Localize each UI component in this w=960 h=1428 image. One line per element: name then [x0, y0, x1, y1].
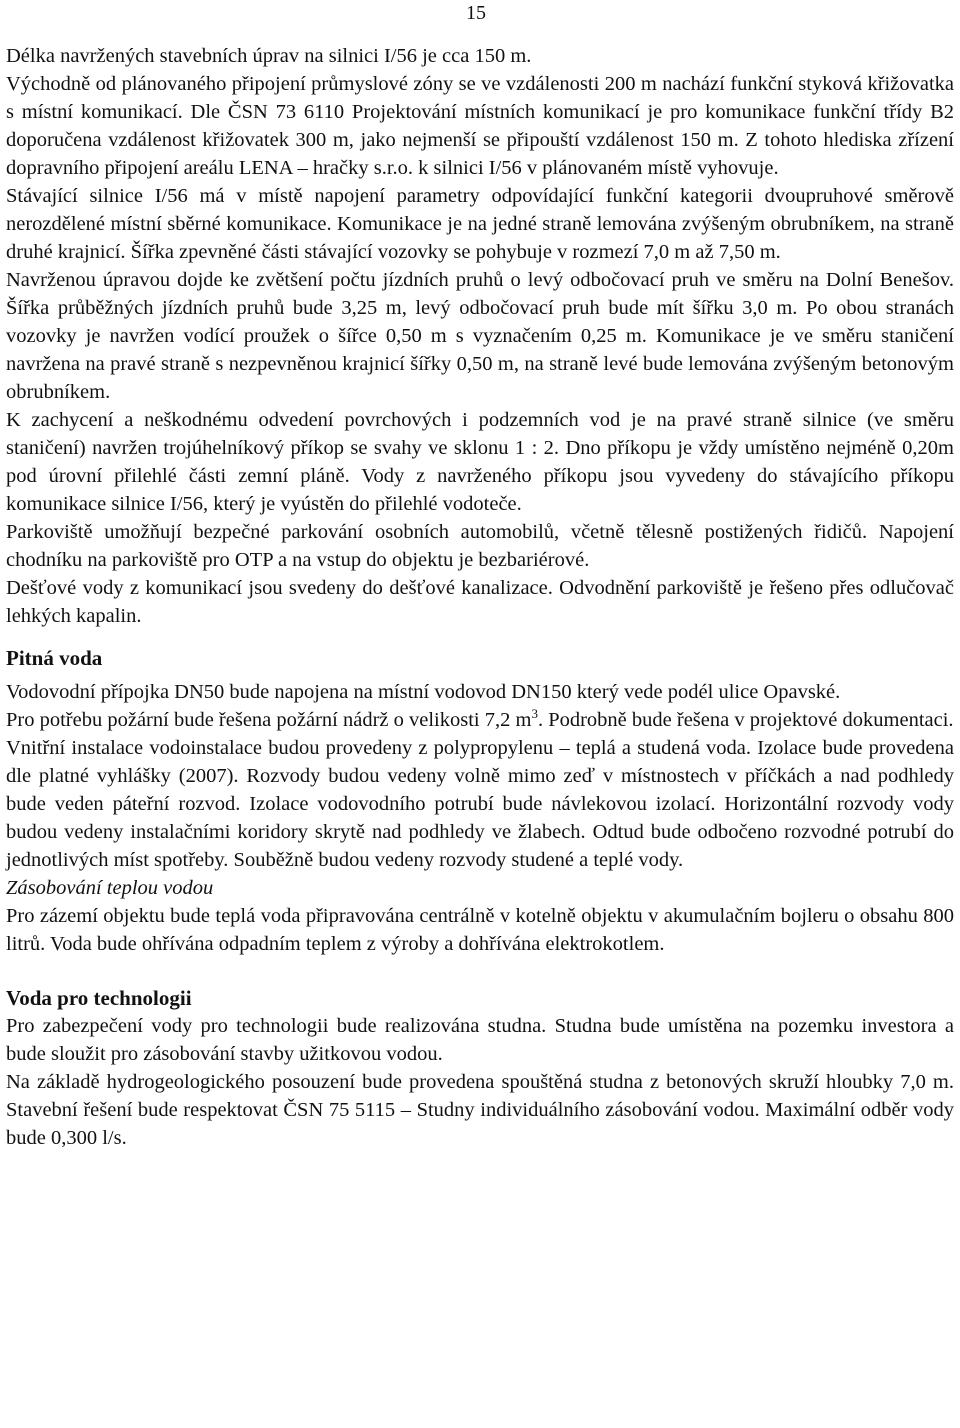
subheading-teplou-vodou: Zásobování teplou vodou — [6, 877, 214, 899]
paragraph: Na základě hydrogeologického posouzení bude provedena spouštěná studna z betonových skruží hloubky 7,0 m. Stavební řešení bude respektovat ČSN 75 5115 – Studny individuálního zásobování vodou. Maximální odběr vody bude 0,300 l/s. — [6, 1071, 954, 1149]
text-span: Pro potřebu požární bude řešena požární nádrž o velikosti 7,2 m — [6, 709, 532, 731]
section-heading-pitna-voda: Pitná voda — [6, 646, 103, 670]
paragraph: Východně od plánovaného připojení průmyslové zóny se ve vzdálenosti 200 m nachází funkční styková křižovatka s místní komunikací. Dle ČSN 73 6110 Projektování místních komunikací je pro komunikace funkční třídy B2 doporučena vzdálenost křižovatek 300 m, jako nejmenší se připouští vzdálenost 150 m. Z tohoto hlediska zřízení dopravního připojení areálu LENA – hračky s.r.o. k silnici I/56 v plánovaném místě vyhovuje. — [6, 73, 954, 179]
paragraph: Navrženou úpravou dojde ke zvětšení počtu jízdních pruhů o levý odbočovací pruh ve směru na Dolní Benešov. Šířka průběžných jízdních pruhů bude 3,25 m, levý odbočovací pruh bude mít šířku 3,0 m. Po obou stranách vozovky je navržen vodící proužek o šířce 0,50 m s vyznačením 0,25 m. Komunikace je ve směru staničení navržena na pravé straně s nezpevněnou krajnicí šířky 0,50 m, na straně levé bude lemována zvýšeným betonovým obrubníkem. — [6, 269, 954, 403]
paragraph: Parkoviště umožňují bezpečné parkování osobních automobilů, včetně tělesně postižených řidičů. Napojení chodníku na parkoviště pro OTP a na vstup do objektu je bezbariérové. — [6, 521, 954, 571]
paragraph: Stávající silnice I/56 má v místě napojení parametry odpovídající funkční kategorii dvoupruhové směrově nerozdělené místní sběrné komunikace. Komunikace je na jedné straně lemována zvýšeným obrubníkem, na straně druhé krajnicí. Šířka zpevněné části stávající vozovky se pohybuje v rozmezí 7,0 m až 7,50 m. — [6, 185, 954, 263]
paragraph: K zachycení a neškodnému odvedení povrchových i podzemních vod je na pravé straně silnice (ve směru staničení) navržen trojúhelníkový příkop se svahy ve sklonu 1 : 2. Dno příkopu je vždy umístěno nejméně 0,20m pod úrovní přilehlé části zemní pláně. Vody z navrženého příkopu jsou vyvedeny do stávajícího příkopu komunikace silnice I/56, který je vyústěn do přilehlé vodoteče. — [6, 409, 954, 515]
paragraph: Pro zabezpečení vody pro technologii bude realizována studna. Studna bude umístěna na pozemku investora a bude sloužit pro zásobování stavby užitkovou vodou. — [6, 1015, 954, 1065]
paragraph-with-superscript — [6, 706, 954, 734]
paragraph: Pro zázemí objektu bude teplá voda připravována centrálně v kotelně objektu v akumulačním bojleru o obsahu 800 litrů. Voda bude ohřívána odpadním teplem z výroby a dohřívána elektrokotlem. — [6, 905, 954, 955]
paragraph: Vnitřní instalace vodoinstalace budou provedeny z polypropylenu – teplá a studená voda. Izolace bude provedena dle platné vyhlášky (2007). Rozvody budou vedeny volně mimo zeď v místnostech v příčkách a nad podhledy bude veden páteřní rozvod. Izolace vodovodního potrubí bude návlekovou izolací. Horizontální rozvody vody budou vedeny instalačními koridory skrytě nad podhledy ve žlabech. Odtud bude odbočeno rozvodné potrubí do jednotlivých míst spotřeby. Souběžně budou vedeny rozvody studené a teplé vody. — [6, 737, 954, 871]
document-body — [6, 42, 954, 1152]
text-span: . Podrobně bude řešena v projektové dokumentaci. — [537, 709, 954, 731]
paragraph: Vodovodní přípojka DN50 bude napojena na místní vodovod DN150 který vede podél ulice Opavské. — [6, 681, 841, 703]
superscript: 3 — [531, 706, 538, 722]
paragraph: Délka navržených stavebních úprav na silnici I/56 je cca 150 m. — [6, 45, 532, 67]
page-number: 15 — [466, 2, 486, 24]
section-heading-voda-pro-technologii: Voda pro technologii — [6, 986, 192, 1010]
paragraph: Dešťové vody z komunikací jsou svedeny do dešťové kanalizace. Odvodnění parkoviště je řešeno přes odlučovač lehkých kapalin. — [6, 577, 954, 627]
